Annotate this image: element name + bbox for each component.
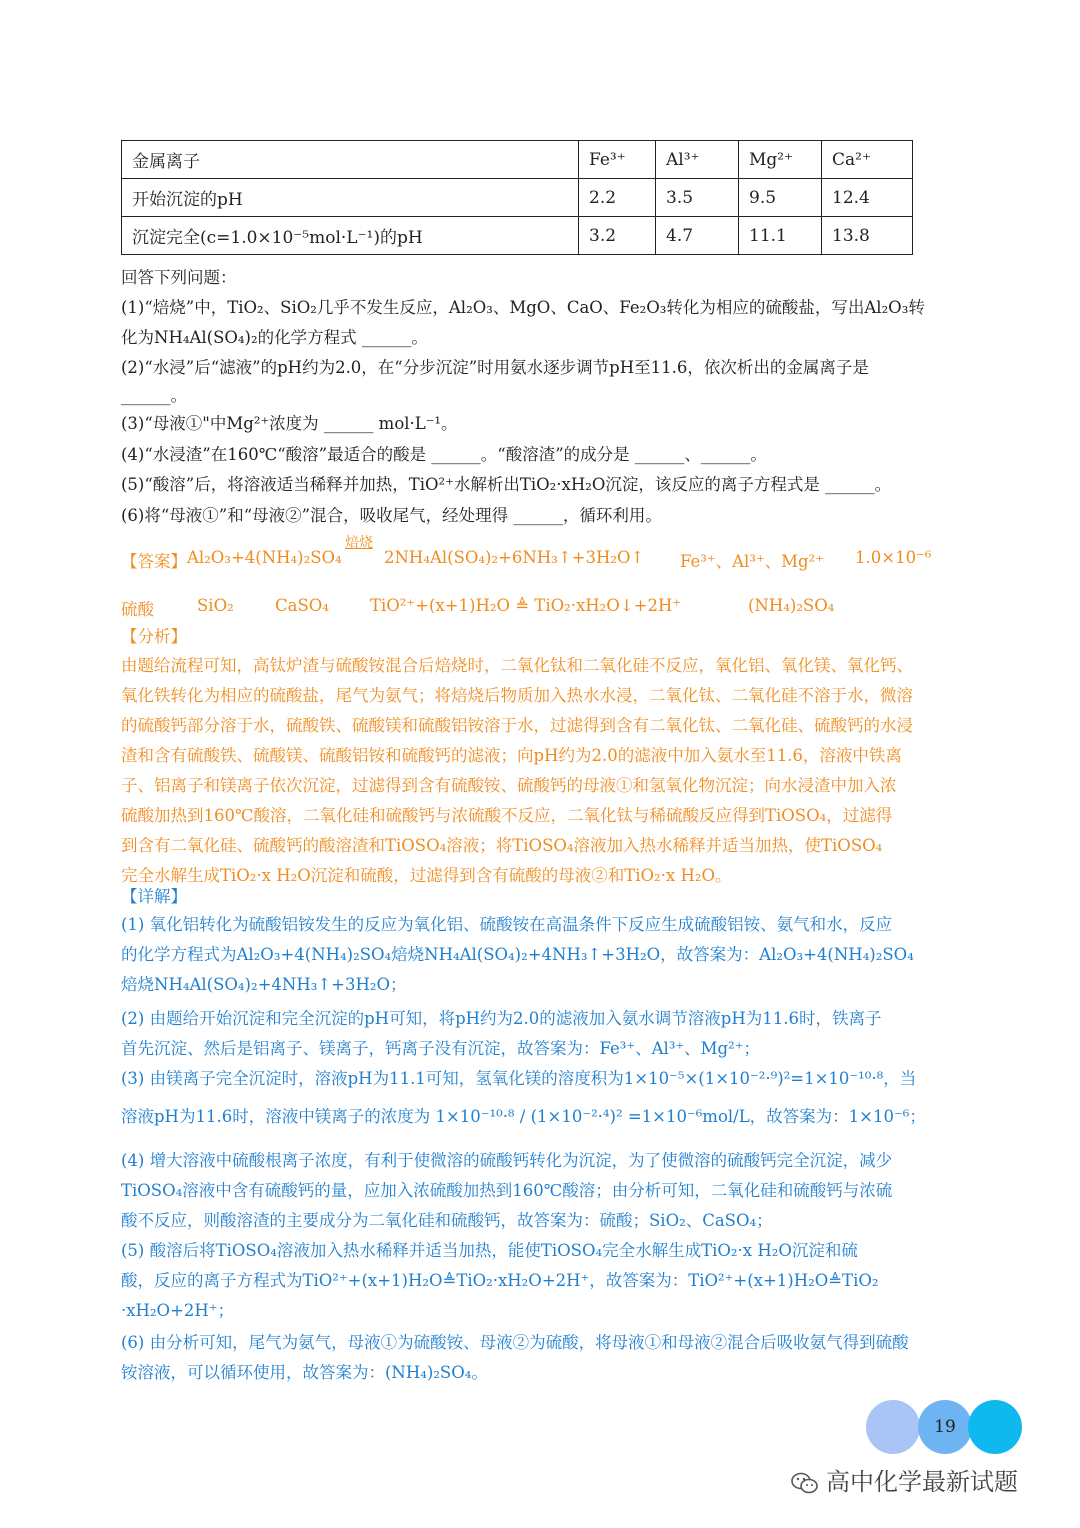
answer-ions: Fe³⁺、Al³⁺、Mg²⁺	[680, 552, 824, 571]
page-number: 19	[934, 1417, 956, 1437]
table-cell: Ca²⁺	[822, 141, 913, 179]
question-line: 回答下列问题：	[121, 268, 237, 287]
analysis-line: 氧化铁转化为相应的硫酸盐，尾气为氨气；将焙烧后物质加入热水水浸，二氧化钛、二氧化硅不溶于水，微溶	[121, 686, 913, 705]
table-cell: 3.5	[656, 179, 739, 217]
answer-product: (NH₄)₂SO₄	[748, 596, 835, 615]
question-line: (1)“焙烧”中，TiO₂、SiO₂几乎不发生反应，Al₂O₃、MgO、CaO、Fe₂O₃转化为相应的硫酸盐，写出Al₂O₃转	[121, 298, 925, 317]
table-cell: 11.1	[739, 217, 822, 255]
detail-line: 酸，反应的离子方程式为TiO²⁺+(x+1)H₂O≜TiO₂·xH₂O+2H⁺，故答案为：TiO²⁺+(x+1)H₂O≜TiO₂	[121, 1271, 879, 1290]
analysis-line: 硫酸加热到160℃酸溶，二氧化硅和硫酸钙与浓硫酸不反应，二氧化钛与稀硫酸反应得到TiOSO₄，过滤得	[121, 806, 893, 825]
table-cell: 沉淀完全(c=1.0×10⁻⁵mol·L⁻¹)的pH	[122, 217, 579, 255]
detail-line: (6) 由分析可知，尾气为氨气，母液①为硫酸铵、母液②为硫酸，将母液①和母液②混合后吸收氨气得到硫酸	[121, 1333, 909, 1352]
answer-concentration: 1.0×10⁻⁶	[855, 548, 932, 567]
question-line: ______。	[121, 386, 187, 405]
detail-label: 【详解】	[121, 887, 187, 906]
table-cell: 2.2	[579, 179, 656, 217]
question-line: 化为NH₄Al(SO₄)₂的化学方程式 ______。	[121, 328, 428, 347]
answer-eq1-condition: 焙烧	[345, 535, 373, 551]
analysis-label: 【分析】	[121, 627, 187, 646]
table-cell: 开始沉淀的pH	[122, 179, 579, 217]
watermark	[790, 1462, 1018, 1497]
question-line: (6)将“母液①”和“母液②”混合，吸收尾气，经处理得 ______，循环利用。	[121, 506, 662, 525]
detail-line: 溶液pH为11.6时，溶液中镁离子的浓度为 1×10⁻¹⁰·⁸ / (1×10⁻²·⁴)² =1×10⁻⁶mol/L，故答案为：1×10⁻⁶；	[121, 1107, 926, 1126]
analysis-line: 到含有二氧化硅、硫酸钙的酸溶渣和TiOSO₄溶液；将TiOSO₄溶液加入热水稀释并适当加热，使TiOSO₄	[121, 836, 883, 855]
answer-residue-2: CaSO₄	[275, 596, 329, 615]
table-cell: 4.7	[656, 217, 739, 255]
wechat-icon	[790, 1471, 820, 1495]
detail-line: (5) 酸溶后将TiOSO₄溶液加入热水稀释并适当加热，能使TiOSO₄完全水解生成TiO₂·x H₂O沉淀和硫	[121, 1241, 858, 1260]
detail-line: 焙烧NH₄Al(SO₄)₂+4NH₃↑+3H₂O；	[121, 975, 407, 994]
table-cell: 3.2	[579, 217, 656, 255]
table-cell: 金属离子	[122, 141, 579, 179]
analysis-line: 的硫酸钙部分溶于水，硫酸铁、硫酸镁和硫酸铝铵溶于水，过滤得到含有二氧化钛、二氧化硅、硫酸钙的水浸	[121, 716, 913, 735]
answer-residue-1: SiO₂	[197, 596, 234, 615]
table-row	[122, 217, 913, 255]
detail-line: 铵溶液，可以循环使用，故答案为：(NH₄)₂SO₄。	[121, 1363, 488, 1382]
detail-line: (3) 由镁离子完全沉淀时，溶液pH为11.1可知，氢氧化镁的溶度积为1×10⁻⁵×(1×10⁻²·⁹)²=1×10⁻¹⁰·⁸，当	[121, 1069, 917, 1088]
detail-line: (1) 氧化铝转化为硫酸铝铵发生的反应为氧化铝、硫酸铵在高温条件下反应生成硫酸铝铵、氨气和水，反应	[121, 915, 893, 934]
detail-line: ·xH₂O+2H⁺；	[121, 1301, 235, 1320]
analysis-line: 子、铝离子和镁离子依次沉淀，过滤得到含有硫酸铵、硫酸钙的母液①和氢氧化物沉淀；向水浸渣中加入浓	[121, 776, 897, 795]
analysis-line: 完全水解生成TiO₂·x H₂O沉淀和硫酸，过滤得到含有硫酸的母液②和TiO₂·x H₂O。	[121, 866, 732, 885]
page-badge-circle	[968, 1400, 1022, 1454]
table-cell: Al³⁺	[656, 141, 739, 179]
table-header-row	[122, 141, 913, 179]
detail-line: (2) 由题给开始沉淀和完全沉淀的pH可知，将pH约为2.0的滤液加入氨水调节溶液pH为11.6时，铁离子	[121, 1009, 882, 1028]
table-cell: Fe³⁺	[579, 141, 656, 179]
metal-ion-ph-table	[121, 140, 913, 255]
question-line: (3)“母液①"中Mg²⁺浓度为 ______ mol·L⁻¹。	[121, 414, 458, 433]
detail-line: 首先沉淀、然后是铝离子、镁离子，钙离子没有沉淀，故答案为：Fe³⁺、Al³⁺、Mg²⁺；	[121, 1039, 760, 1058]
analysis-line: 渣和含有硫酸铁、硫酸镁、硫酸铝铵和硫酸钙的滤液；向pH约为2.0的滤液中加入氨水至11.6，溶液中铁离	[121, 746, 902, 765]
analysis-line: 由题给流程可知，高钛炉渣与硫酸铵混合后焙烧时，二氧化钛和二氧化硅不反应，氧化铝、氧化镁、氧化钙、	[121, 656, 913, 675]
table-cell: 9.5	[739, 179, 822, 217]
table-cell: Mg²⁺	[739, 141, 822, 179]
table-cell: 12.4	[822, 179, 913, 217]
answer-acid: 硫酸	[121, 600, 154, 619]
answer-eq5: TiO²⁺+(x+1)H₂O ≜ TiO₂·xH₂O↓+2H⁺	[370, 596, 682, 615]
table-cell: 13.8	[822, 217, 913, 255]
question-line: (2)“水浸”后“滤液”的pH约为2.0，在“分步沉淀”时用氨水逐步调节pH至11.6，依次析出的金属离子是	[121, 358, 869, 377]
answer-eq1-right: 2NH₄Al(SO₄)₂+6NH₃↑+3H₂O↑	[384, 548, 645, 567]
table-row	[122, 179, 913, 217]
watermark-text: 高中化学最新试题	[826, 1468, 1018, 1496]
page-badge-circle	[866, 1400, 920, 1454]
detail-line: 的化学方程式为Al₂O₃+4(NH₄)₂SO₄焙烧NH₄Al(SO₄)₂+4NH₃↑+3H₂O，故答案为：Al₂O₃+4(NH₄)₂SO₄	[121, 945, 914, 964]
detail-line: TiOSO₄溶液中含有硫酸钙的量，应加入浓硫酸加热到160℃酸溶；由分析可知，二氧化硅和硫酸钙与浓硫	[121, 1181, 893, 1200]
question-line: (4)“水浸渣”在160℃“酸溶”最适合的酸是 ______。“酸溶渣”的成分是 ______、______。	[121, 445, 767, 464]
answer-eq1-left: Al₂O₃+4(NH₄)₂SO₄	[187, 548, 342, 567]
question-line: (5)“酸溶”后，将溶液适当稀释并加热，TiO²⁺水解析出TiO₂·xH₂O沉淀，该反应的离子方程式是 ______。	[121, 475, 892, 494]
answer-label: 【答案】	[121, 552, 187, 571]
detail-line: (4) 增大溶液中硫酸根离子浓度，有利于使微溶的硫酸钙转化为沉淀，为了使微溶的硫酸钙完全沉淀，减少	[121, 1151, 893, 1170]
detail-line: 酸不反应，则酸溶渣的主要成分为二氧化硅和硫酸钙，故答案为：硫酸；SiO₂、CaSO₄；	[121, 1211, 773, 1230]
